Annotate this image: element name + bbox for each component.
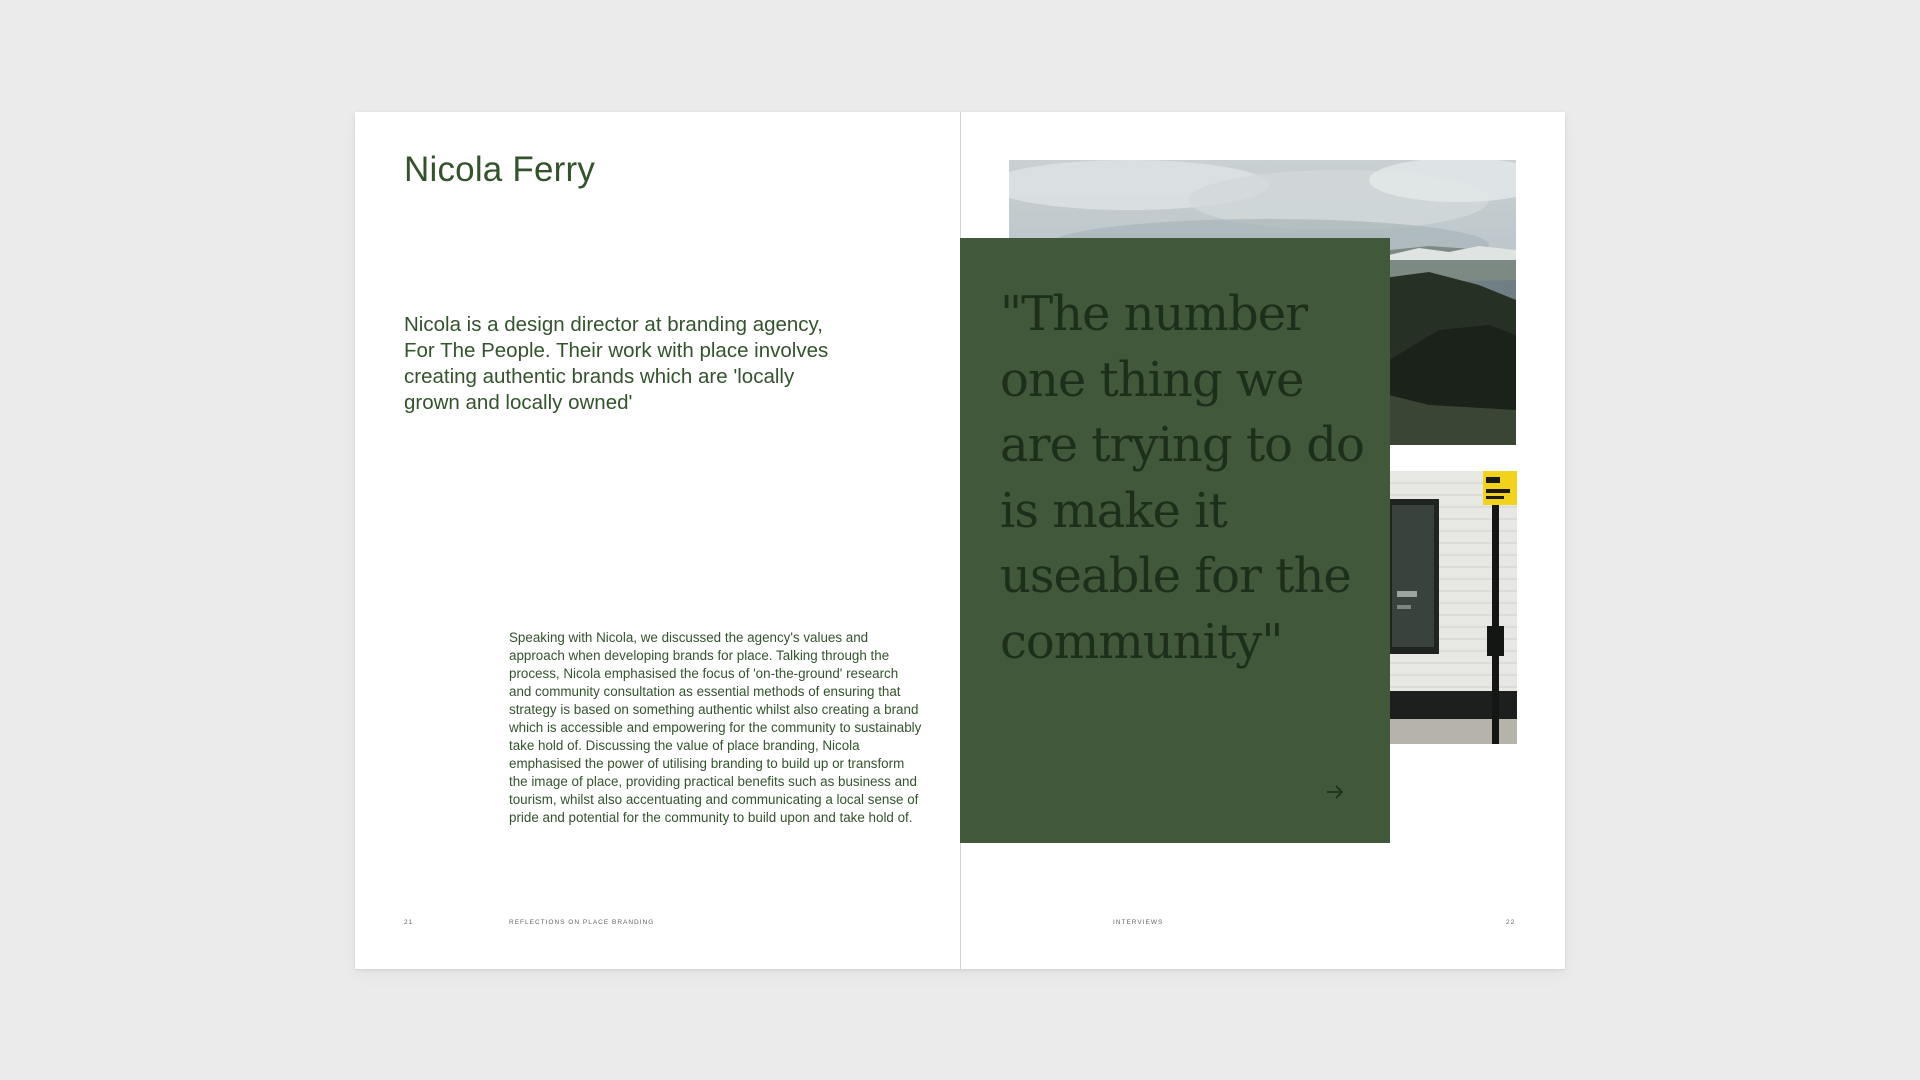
arrow-right-icon[interactable] [1325, 782, 1345, 802]
page-number-left: 21 [404, 919, 414, 926]
running-title-left: REFLECTIONS ON PLACE BRANDING [509, 919, 655, 926]
pull-quote: "The number one thing we are trying to do is make it useable for the community" [1000, 286, 1364, 670]
magazine-spread [355, 112, 1565, 969]
street-photo [1389, 471, 1517, 744]
running-title-right: INTERVIEWS [1113, 919, 1164, 926]
interviewee-name: Nicola Ferry [404, 150, 596, 189]
intro-paragraph: Nicola is a design director at branding agency, For The People. Their work with place involves creating authentic brands which are 'locally grown and locally owned' [404, 313, 829, 414]
body-paragraph: Speaking with Nicola, we discussed the agency's values and approach when developing brands for place. Talking through the process, Nicola emphasised the focus of 'on-the-ground' research and community consultation as essential methods of ensuring that strategy is based on something authentic whilst also creating a brand which is accessible and empowering for the community to sustainably take hold of. Discussing the value of place branding, Nicola emphasised the power of utilising branding to build up or transform the image of place, providing practical benefits such as business and tourism, whilst also accentuating and communicating a local sense of pride and potential for the community to build upon and take hold of. [509, 630, 922, 825]
quote-panel [960, 238, 1390, 843]
page-number-right: 22 [1506, 919, 1516, 926]
